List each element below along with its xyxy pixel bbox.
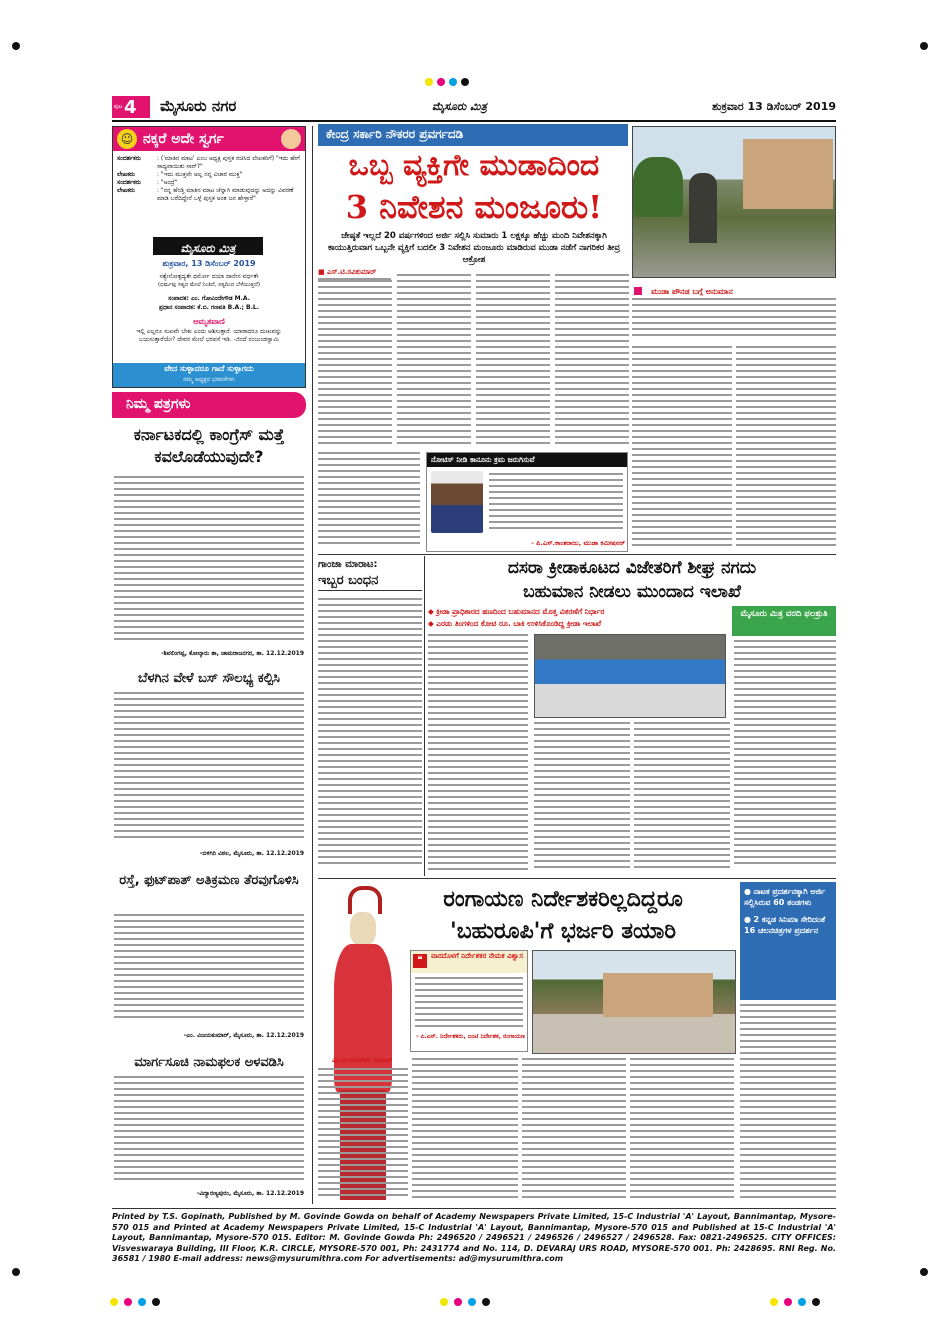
lead-kicker-bar — [318, 124, 628, 146]
dialogue-line: ಸಂದರ್ಶಕರು : ('ಮಾತಿನ ಮಾಟ' ಎಂಬ ಅಧ್ಯಕ್ಷ ಪುಸ್ತಕ ರಚಿಸಿದ ಲೇಖಕರಿಗೆ) "ಇದು ಹೇಗೆ ಸಾಧ್ಯವಾಯಿತು ಸಾರ್?" — [117, 155, 300, 170]
commissioner-box — [426, 452, 628, 552]
letters-banner-title: ನಿಮ್ಮ ಪತ್ರಗಳು — [126, 396, 191, 412]
section-rule — [318, 878, 836, 879]
photo-caption-body — [632, 298, 836, 342]
page-header — [112, 96, 836, 118]
bullet-icon: ● — [744, 915, 754, 924]
letter-sign: -ವಿದ್ಯಾರಣ್ಯಪುರಂ, ಮೈಸೂರು, ತಾ. 12.12.2019 — [196, 1190, 304, 1197]
dialogue-line: ಸಂದರ್ಶಕರು : "ಅಂದ್ರೆ" — [117, 179, 178, 186]
rangayana-headline-line2: 'ಬಹುರೂಪಿ'ಗೆ ಭರ್ಜರಿ ತಯಾರಿ — [450, 918, 676, 944]
building-shape — [603, 973, 713, 1017]
humor-title: ನಕ್ಕರೆ ಅದೇ ಸ್ವರ್ಗ — [143, 131, 224, 147]
color-registration-bar-bottom — [440, 1298, 500, 1308]
column-rule — [424, 556, 425, 876]
letter-item — [112, 670, 306, 866]
dasara-photo — [534, 634, 726, 718]
quote-title: ಅಮೃತವಾಣಿ — [193, 317, 225, 326]
rangayana-side-box — [740, 882, 836, 1000]
proverb-bar: ವೇದ ಸುಳ್ಳಾದರೂ ಗಾದೆ ಸುಳ್ಳಾಗದು ನಮ್ಮ ಅಧ್ಯಕ್ಷರ ಭರವಸೆಗಳು — [113, 363, 305, 387]
lead-deck: ಜೇಷ್ಠತೆ ಇಲ್ಲದೆ 20 ವರ್ಷಗಳಿಂದ ಅರ್ಜಿ ಸಲ್ಲಿಸಿ ಸುಮಾರು 1 ಲಕ್ಷಕ್ಕೂ ಹೆಚ್ಚು ಮಂದಿ ನಿವೇಶನಕ್ಕಾಗಿ ಕಾಯುತ್ತಿರುವಾಗ ಒಬ್ಬನೇ ವ್ಯಕ್ತಿಗೆ ಬದಲೀ 3 ನಿವೇಶನ ಮಂಜೂರು ಮಾಡಿರುವ ಮುಡಾ ನಡೆಗೆ ನಾಗರಿಕರ ತೀವ್ರ ಆಕ್ರೋಶ — [327, 231, 621, 265]
lead-body-col — [397, 274, 471, 448]
letter-title: ಬೆಳಗಿನ ವೇಳೆ ಬಸ್ ಸೌಲಭ್ಯ ಕಲ್ಪಿಸಿ — [138, 671, 280, 686]
lead-body-right-col — [736, 346, 836, 552]
bullet-icon: ◆ — [428, 607, 437, 616]
director-box-sign: - ಪಿ.ಎಸ್. ನಿರ್ದೇಶಕರು, ಜಂಟಿ ನಿರ್ದೇಶಕ, ರಂಗಾಯಣ — [416, 1033, 525, 1040]
imprint-text: Printed by T.S. Gopinath, Published by M. Govinde Gowda on behalf of Academy Newspapers Private Limited, 15-C Industrial 'A' Layout, Bannimantap, Mysore-570 015 and Printed at Academy Newspapers Private Limited, 15-C Industrial 'A' Layout, Bannimantap, Mysore-570 015 and Published at 15-C Industrial 'A' Layout, Bannimantap, Mysore-570 015. Editor: M. Govinde Gowda Ph: 2496520 / 2496521 / 2496526 / 2496527 / 2496528. Fax: 0821-2496525. CITY OFFICES: Visveswaraya Building, III Floor, K.R. CIRCLE, MYSORE-570 001, Ph: 2431774 and No. 114, D. DEVARAJ URS ROAD, MYSORE-570 001. Ph: 2428695. RNI Reg. No. 36581 / 1980 E-mail address: news@mysurumithra.com For advertisements: ad@mysurumithra.com — [112, 1212, 836, 1263]
letter-sign: -ಬಿಳಿಗಿರಿ ವಿಠಲ, ಮೈಸೂರು, ತಾ. 12.12.2019 — [199, 850, 304, 857]
rangayana-body-col — [318, 1068, 408, 1204]
tree-shape — [633, 157, 683, 217]
dasara-body-col — [534, 722, 630, 874]
director-box-title-bar — [411, 951, 527, 973]
column-rule — [312, 126, 313, 1204]
registration-dot — [920, 1268, 928, 1276]
color-registration-bar-bottom — [110, 1298, 170, 1308]
lead-byline: ■ ಎಸ್.ಟಿ.ರವಿಕುಮಾರ್ — [318, 268, 377, 276]
masthead: ಮೈಸೂರು ಮಿತ್ರ — [432, 100, 487, 113]
dasara-headline-line2: ಬಹುಮಾನ ನೀಡಲು ಮುಂದಾದ ಇಲಾಖೆ — [523, 582, 741, 602]
letters-banner — [112, 392, 306, 418]
dasara-headline-line1: ದಸರಾ ಕ್ರೀಡಾಕೂಟದ ವಿಜೇತರಿಗೆ ಶೀಘ್ರ ನಗದು — [507, 558, 757, 578]
lead-body-col — [555, 274, 629, 448]
rangayana-body-col — [412, 1058, 518, 1204]
lead-body-col — [476, 274, 550, 448]
lead-body-col — [318, 280, 392, 448]
color-registration-bar-bottom — [770, 1298, 830, 1308]
page-date: ಶುಕ್ರವಾರ 13 ಡಿಸೆಂಬರ್ 2019 — [711, 100, 836, 113]
bullet-icon: ● — [744, 887, 754, 896]
ganja-kicker: ಗಾಂಜಾ ಮಾರಾಟ: — [318, 559, 378, 570]
ganja-body — [318, 598, 422, 868]
lead-photo — [632, 126, 836, 278]
dasara-bullets — [428, 606, 728, 630]
publisher-line: ಪ್ರಧಾನ ಸಂಪಾದಕ: ಕೆ.ಬಿ. ಗಣಪತಿ B.A.; B.L. — [159, 304, 259, 311]
masthead-date: ಶುಕ್ರವಾರ, 13 ಡಿಸೆಂಬರ್ 2019 — [162, 259, 256, 268]
page-badge — [112, 96, 150, 118]
bullet-item: ◆ ಕ್ರೀಡಾ ಪ್ರಾಧಿಕಾರದ ಹಣದಿಂದ ಬಹುಮಾನದ ಮೊತ್ತ ವಿತರಣೆಗೆ ನಿರ್ಧಾರ — [428, 607, 605, 616]
rangayana-body-col — [630, 1058, 734, 1204]
cartoon-face-icon — [281, 129, 301, 149]
letter-title: ರಸ್ತೆ, ಫುಟ್‌ಪಾತ್ ಅತಿಕ್ರಮಣ ತೆರವುಗೊಳಿಸಿ — [119, 873, 299, 888]
side-item: ● 2 ಕನ್ನಡ ಸಿನಿಮಾ ಸೇರಿದಂತೆ 16 ಚಲನಚಿತ್ರಗಳ ಪ್ರದರ್ಶನ — [744, 915, 826, 935]
letter-sign: -ಶಿವಲಿಂಗಪ್ಪ, ಕೋಲ್ಕಾರು ತಾ, ಚಾಮರಾಜನಗರ, ತಾ. 12.12.2019 — [161, 650, 304, 657]
mascot-caption: ಎಂ.ಟಿ.ಯೋಗೇಶ್ ಕುಮಾರ್ — [331, 1056, 393, 1064]
editor-line: ಸಂಪಾದಕ: ಎಂ. ಗೋವಿಂದೇಗೌಡ M.A. — [168, 295, 250, 302]
side-item: ● ನಾಟಕ ಪ್ರದರ್ಶನಕ್ಕಾಗಿ ಅರ್ಜಿ ಸಲ್ಲಿಸಿರುವ 60 ತಂಡಗಳು — [744, 887, 826, 907]
letter-sign: -ಎಂ. ವಿಜಯಕುಮಾರ್, ಮೈಸೂರು, ತಾ. 12.12.2019 — [183, 1032, 304, 1039]
rangayana-body-col — [522, 1058, 626, 1204]
smiley-icon: ☺ — [117, 129, 137, 149]
commissioner-sign: - ಪಿ.ಎಸ್.ಕಾಂತರಾಜು, ಮುಡಾ ಕಮೀಷನರ್ — [531, 539, 625, 547]
dasara-body-col — [734, 640, 836, 874]
ganja-story — [318, 558, 422, 878]
lead-headline-line1: ಒಬ್ಬ ವ್ಯಕ್ತಿಗೇ ಮುಡಾದಿಂದ — [348, 148, 600, 183]
lead-body-right-col — [632, 346, 732, 552]
letter-title: ಮಾರ್ಗಸೂಚಿ ನಾಮಫಲಕ ಅಳವಡಿಸಿ — [134, 1055, 284, 1070]
rangayana-headline-line1: ರಂಗಾಯಣ ನಿರ್ದೇಶಕರಿಲ್ಲದಿದ್ದರೂ — [443, 886, 683, 912]
lead-body-col — [318, 452, 420, 552]
letter-body — [114, 1076, 304, 1184]
registration-dot — [920, 42, 928, 50]
humor-box — [112, 126, 306, 388]
lead-headline-line2: 3 ನಿವೇಶನ ಮಂಜೂರು! — [345, 188, 603, 226]
photo-caption: ಮುಡಾ ಪೌನಡ ಬಗ್ಗೆ ಅನುಮಾನ — [651, 287, 733, 296]
header-rule — [112, 120, 836, 122]
caption-marker-icon — [634, 287, 642, 295]
mascot-antlers — [348, 886, 382, 914]
color-registration-bar — [425, 78, 505, 88]
humor-dialogue — [117, 155, 301, 203]
ganja-headline: ಇಬ್ಬರ ಬಂಧನ — [318, 572, 422, 591]
bullet-item: ◆ ಎರಡು ತಿಂಗಳಿಂದ ಕೋಟಿ ರೂ. ಬಾಕಿ ಉಳಿಸಿಕೊಂಡಿದ್ದ ಕ್ರೀಡಾ ಇಲಾಖೆ — [428, 619, 601, 628]
section-name: ಮೈಸೂರು ನಗರ — [160, 97, 237, 115]
section-rule — [318, 554, 836, 555]
letter-body — [114, 692, 304, 844]
dasara-body-col — [428, 634, 528, 874]
letter-body — [114, 476, 304, 644]
rangayana-side-body — [740, 1004, 836, 1204]
building-shape — [743, 139, 833, 209]
imprint-rule — [112, 1208, 836, 1209]
dialogue-line: ಲೇಖಕರು : "ಇದು ಮುಕ್ತವೇ ಅಲ್ಲ ನನ್ನ ವಿಚಾರ ಮುಕ್ತ" — [117, 171, 243, 178]
commissioner-quote — [489, 473, 623, 533]
quote-marker-icon: ❝ — [413, 954, 427, 968]
lead-kicker: ಕೇಂದ್ರ ಸರ್ಕಾರಿ ನೌಕರರ ಪ್ರವರ್ಗದಡಿ — [326, 127, 464, 141]
dialogue-line: ಲೇಖಕರು : "ನನ್ನ ಹೆಂಡ್ತಿ ಮಾತಿನ ಮಾಟ ಚೆನ್ನಾಗಿ ಮಾಡುವುದನ್ನು ಅದನ್ನು ವಿವರಣೆ ಮಾಡಿ ಬರೆದಿದ್ದೇನೆ ಒಳ್ಳೆ ಪುಸ್ತಕ ಅಂತ ಜನ ಹೇಳ್ತಾರೆ" — [117, 187, 294, 202]
dasara-body-col — [634, 722, 730, 874]
director-box-body — [415, 977, 523, 1031]
letter-body — [114, 914, 304, 1026]
followup-banner: ಮೈಸೂರು ಮಿತ್ರ ವರದಿ ಫಲಶ್ರುತಿ — [732, 606, 836, 636]
commissioner-box-title: ನೋಟಿಸ್ ನೀಡಿ ಕಾನೂನು ಕ್ರಮ ಜರುಗಿಸುವೆ — [431, 455, 535, 464]
director-box-title: ವಾರದೊಳಗೆ ನಿರ್ದೇಶಕರ ನೇಮಕ ವಿಶ್ವಾಸ — [431, 952, 523, 960]
director-box — [410, 950, 528, 1052]
bullet-icon: ◆ — [428, 619, 437, 628]
masthead-motto-translation: (ಧರ್ಮವು ಸತ್ಯದ ಮೇಲೆ ನಿಂತಿದೆ, ಸತ್ಯದಿಂದ ಬೆಳೆಯುತ್ತದೆ) — [158, 282, 260, 288]
commissioner-box-title-bar — [427, 453, 627, 467]
rangayana-photo — [532, 950, 736, 1054]
registration-dot — [12, 42, 20, 50]
statue-shape — [689, 173, 717, 243]
masthead-motto: ಸತ್ಯೇನೋತ್ಪದ್ಯತೇ ಧರ್ಮೋ ದಯಾ ದಾನೇನ ವರ್ಧತೇ — [159, 273, 259, 280]
mascot-head — [350, 912, 376, 946]
commissioner-photo — [431, 471, 483, 533]
letter-item — [112, 1054, 306, 1202]
registration-dot — [12, 1268, 20, 1276]
masthead-logo: ಮೈಸೂರು ಮಿತ್ರ — [153, 237, 263, 255]
letter-title: ಕರ್ನಾಟಕದಲ್ಲಿ ಕಾಂಗ್ರೆಸ್ ಮತ್ತೆ ಕವಲೊಡೆಯುವುದೇ? — [133, 425, 285, 466]
photo-caption-bar — [632, 280, 836, 294]
humor-title-bar — [113, 127, 305, 151]
letter-item — [112, 872, 306, 1048]
quote-text: ಇಲ್ಲಿ ಎಲ್ಲರೂ ಸುಖವೇ ಬೇಕು ಎಂದು ಆಶಿಸುತ್ತಾರೆ. ಯಾರಾದರೂ ದುಃಖವನ್ನು ಬಯಸುತ್ತಾರೆಯೇ? ದೇವರ ಮೇಲೆ ಭರವಸೆ ಇಡಿ. -ಜಿಂದೆ ನಂಜುಂಡಸ್ವಾಮಿ — [136, 328, 282, 343]
letter-item — [112, 424, 306, 664]
page-badge-label: ಪುಟ — [113, 103, 123, 110]
page-number: 4 — [124, 96, 137, 118]
